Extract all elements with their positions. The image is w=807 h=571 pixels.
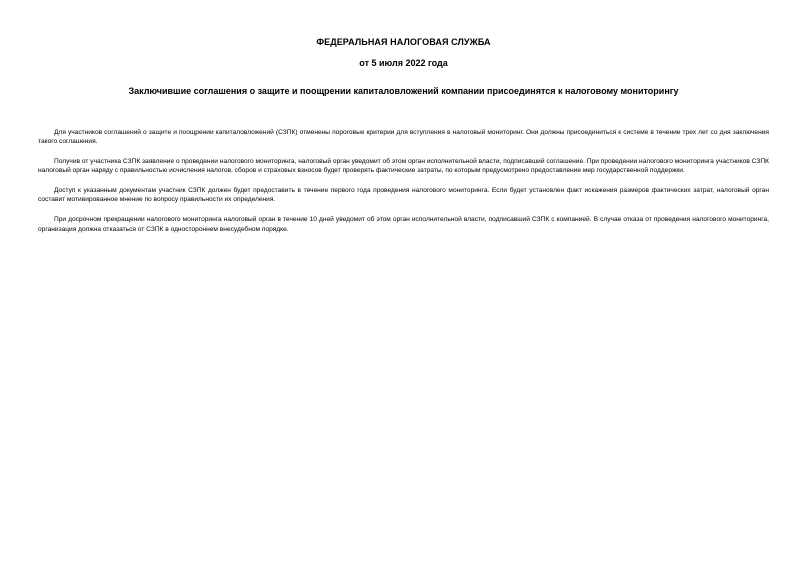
paragraph-2: Получив от участника СЗПК заявление о проведении налогового мониторинга, налоговый орган уведомит об этом орган исполнительной власти, подписавший соглашение. При проведении налогового мониторинга участников СЗПК налоговый орган наряду с правильностью исчисления налогов, сборов и страховых взносов будет проверять фактические затраты, по которым предусмотрено предоставление мер государственной поддержки. [38, 158, 769, 175]
document-body [38, 128, 769, 244]
paragraph-4: При досрочном прекращении налогового мониторинга налоговый орган в течение 10 дней уведомит об этом орган исполнительной власти, подписавший СЗПК с компанией. В случае отказа от проведения налогового мониторинга, организация должна отказаться от СЗПК в одностороннем внесудебном порядке. [38, 216, 769, 233]
paragraph-3: Доступ к указанным документам участник СЗПК должен будет предоставить в течение первого года проведения налогового мониторинга. Если будет установлен факт искажения размеров фактических затрат, налоговый орган составит мотивированное мнение по вопросу правильности их определения. [38, 187, 769, 204]
document-date: от 5 июля 2022 года [359, 58, 448, 68]
document-headline: Заключившие соглашения о защите и поощрении капиталовложений компании присоединятся к налоговому мониторингу [128, 86, 679, 96]
paragraph-1: Для участников соглашений о защите и поощрении капиталовложений (СЗПК) отменены пороговые критерии для вступления в налоговый мониторинг. Они должны присоединиться к системе в течение трех лет со дня заключения такого соглашения. [38, 129, 769, 146]
agency-name: ФЕДЕРАЛЬНАЯ НАЛОГОВАЯ СЛУЖБА [316, 37, 491, 47]
